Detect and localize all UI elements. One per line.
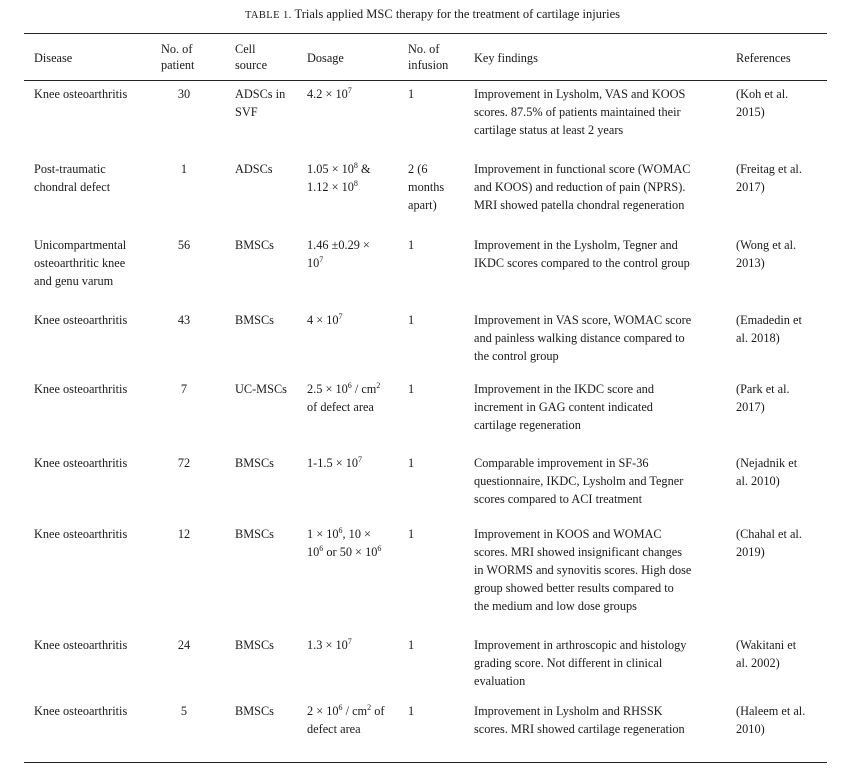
row-6-key-findings: Comparable improvement in SF-36 questionnaire, IKDC, Lysholm and Tegner scores compared to ACI treatment (474, 456, 684, 506)
row-8-key-findings: Improvement in arthroscopic and histology grading score. Not different in clinical evaluation (474, 638, 687, 688)
row-1-cell-source: ADSCs in SVF (235, 87, 286, 119)
row-2-infusion: 2 (6 months apart) (408, 162, 445, 212)
row-9-references: (Haleem et al. 2010) (736, 704, 806, 736)
row-9-infusion: 1 (408, 704, 415, 718)
row-7-references: (Chahal et al. 2019) (736, 527, 802, 559)
row-6-cell-source: BMSCs (235, 456, 274, 470)
row-5-cell-source: UC-MSCs (235, 382, 287, 396)
row-5-key-findings: Improvement in the IKDC score and increment in GAG content indicated cartilage regeneration (474, 382, 654, 432)
row-8-cell-source: BMSCs (235, 638, 274, 652)
row-9-cell-source: BMSCs (235, 704, 274, 718)
row-4-patients: 43 (177, 313, 191, 327)
row-5-dosage: $2.5 \times 10^6 / cm^2$ of defect area (307, 381, 381, 414)
row-9-disease: Knee osteoarthritis (34, 704, 128, 718)
row-5-patients: 7 (180, 382, 188, 396)
row-4-cell-source: BMSCs (235, 313, 274, 327)
row-1-key-findings: Improvement in Lysholm, VAS and KOOS scores. 87.5% of patients maintained their cartilage status at least 2 years (474, 87, 686, 137)
row-8-infusion: 1 (408, 638, 415, 652)
row-7-key-findings: Improvement in KOOS and WOMAC scores. MRI showed insignificant changes in WORMS and synovitis scores. High dose group showed better results compared to the medium and low dose groups (474, 527, 692, 613)
row-1-patients: 30 (177, 87, 191, 101)
row-6-disease: Knee osteoarthritis (34, 456, 128, 470)
row-4-references: (Emadedin et al. 2018) (736, 313, 802, 345)
row-2-key-findings: Improvement in functional score (WOMAC and KOOS) and reduction of pain (NPRS). MRI showed patella chondral regeneration (474, 162, 691, 212)
row-9-key-findings: Improvement in Lysholm and RHSSK scores. MRI showed cartilage regeneration (474, 704, 685, 736)
row-8-disease: Knee osteoarthritis (34, 638, 128, 652)
row-2-patients: 1 (180, 162, 188, 176)
row-9-dosage: $2 \times 10^6 / cm^2$ of defect area (307, 703, 385, 736)
row-5-infusion: 1 (408, 382, 415, 396)
table-label: TABLE 1. (244, 10, 292, 21)
row-8-references: (Wakitani et al. 2002) (736, 638, 797, 670)
row-3-patients: 56 (177, 238, 191, 252)
header-disease: Disease (34, 51, 73, 65)
row-3-disease: Unicompartmental osteoarthritic knee and genu varum (34, 238, 127, 288)
header-key-findings: Key findings (474, 51, 538, 65)
row-2-cell-source: ADSCs (235, 162, 273, 176)
row-3-cell-source: BMSCs (235, 238, 274, 252)
row-6-infusion: 1 (408, 456, 415, 470)
row-8-dosage: $1.3 \times 10^7$ (307, 637, 352, 652)
header-rule (24, 80, 827, 81)
header-cell-source: Cell source (235, 42, 268, 72)
row-7-infusion: 1 (408, 527, 415, 541)
table-title: Trials applied MSC therapy for the treatment of cartilage injuries (294, 7, 621, 21)
row-6-references: (Nejadnik et al. 2010) (736, 456, 798, 488)
row-7-cell-source: BMSCs (235, 527, 274, 541)
row-5-references: (Park et al. 2017) (736, 382, 790, 414)
row-4-disease: Knee osteoarthritis (34, 313, 128, 327)
row-6-dosage: $1-1.5 \times 10^7$ (307, 455, 362, 470)
row-2-references: (Freitag et al. 2017) (736, 162, 802, 194)
row-1-dosage: $4.2 \times 10^7$ (307, 86, 352, 101)
row-4-infusion: 1 (408, 313, 415, 327)
row-7-disease: Knee osteoarthritis (34, 527, 128, 541)
header-references: References (736, 51, 791, 65)
row-9-patients: 5 (180, 704, 188, 718)
row-1-disease: Knee osteoarthritis (34, 87, 128, 101)
row-5-disease: Knee osteoarthritis (34, 382, 128, 396)
row-8-patients: 24 (177, 638, 191, 652)
bottom-rule (24, 762, 827, 763)
row-3-references: (Wong et al. 2013) (736, 238, 797, 270)
table-caption (0, 7, 865, 22)
row-2-dosage: $1.05 \times 10^8$ & $1.12 \times 10^8$ (307, 161, 371, 194)
row-1-references: (Koh et al. 2015) (736, 87, 789, 119)
top-rule (24, 33, 827, 34)
row-1-infusion: 1 (408, 87, 415, 101)
row-4-dosage: $4 \times 10^7$ (307, 312, 343, 327)
row-7-patients: 12 (177, 527, 191, 541)
row-3-infusion: 1 (408, 238, 415, 252)
row-3-key-findings: Improvement in the Lysholm, Tegner and IKDC scores compared to the control group (474, 238, 690, 270)
row-2-disease: Post-traumatic chondral defect (34, 162, 111, 194)
row-4-key-findings: Improvement in VAS score, WOMAC score and painless walking distance compared to the control group (474, 313, 692, 363)
row-7-dosage: $1 \times 10^6$, 10 × $10^6$ or $50 \times 10^6$ (307, 526, 382, 559)
header-infusion: No. of infusion (408, 42, 449, 72)
row-3-dosage: 1.46 ±0.29 × $10^7$ (307, 238, 370, 270)
header-patients: No. of patient (161, 42, 195, 72)
header-dosage: Dosage (307, 51, 344, 65)
row-6-patients: 72 (177, 456, 191, 470)
